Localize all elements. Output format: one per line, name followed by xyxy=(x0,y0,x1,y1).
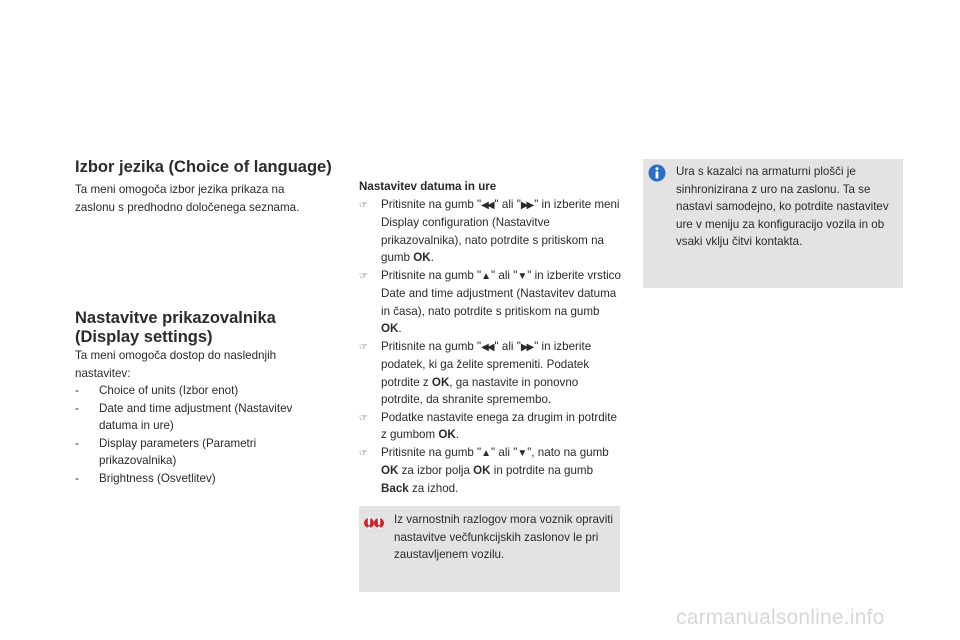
pointing-hand-icon: ☞ xyxy=(359,341,368,353)
list-item: - Choice of units (Izbor enot) xyxy=(75,382,315,400)
language-section-title: Izbor jezika (Choice of language) xyxy=(75,158,332,176)
warning-text: Iz varnostnih razlogov mora voznik opraviti nastavitve večfunkcijskih zaslonov le pri zaustavljenem vozilu. xyxy=(394,513,614,561)
step-item: ☞ Pritisnite na gumb "◀◀ " ali "▶▶ " in izberite meni Display configuration (Nastavitve prikazovalnika), nato potrdite s pritiskom na gumb OK. xyxy=(359,197,620,264)
forward-button-icon: ▶▶ xyxy=(520,199,533,211)
language-section-intro: Ta meni omogoča izbor jezika prikaza na zaslonu s predhodno določenega seznama. xyxy=(75,183,300,214)
pointing-hand-icon: ☞ xyxy=(359,412,368,424)
up-arrow-icon: ▲ xyxy=(481,447,490,459)
pointing-hand-icon: ☞ xyxy=(359,270,368,282)
warning-exclamation-icon xyxy=(364,513,384,533)
step-item: ☞ Pritisnite na gumb "◀◀ " ali "▶▶ " in izberite podatek, ki ga želite spremeniti. Podatek potrdite z OK, ga nastavite in ponovno potrdite, da shranite spremembo. xyxy=(359,339,592,406)
list-item: - Brightness (Osvetlitev) xyxy=(75,470,315,488)
pointing-hand-icon: ☞ xyxy=(359,447,368,459)
down-arrow-icon: ▼ xyxy=(517,270,526,282)
list-item: - Display parameters (Parametri prikazovalnika) xyxy=(75,435,315,470)
date-setting-steps xyxy=(359,196,621,498)
info-text: Ura s kazalci na armaturni plošči je sinhronizirana z uro na zaslonu. Ta se nastavi samodejno, ko potrdite nastavitev ure v meniju za konfiguracijo vozila in ob vsaki vklju čitvi kontakta. xyxy=(676,165,889,248)
watermark: carmanualsonline.info xyxy=(676,606,885,629)
step-item: ☞ Pritisnite na gumb "▲ " ali "▼ ", nato na gumb OK za izbor polja OK in potrdite na gumb Back za izhod. xyxy=(359,445,609,495)
rewind-button-icon: ◀◀ xyxy=(481,199,493,211)
up-arrow-icon: ▲ xyxy=(481,270,490,282)
pointing-hand-icon: ☞ xyxy=(359,199,368,211)
step-item: ☞ Pritisnite na gumb "▲ " ali "▼ " in izberite vrstico Date and time adjustment (Nastavitev datuma in časa), nato potrdite s pritiskom na gumb OK. xyxy=(359,268,621,335)
forward-button-icon: ▶▶ xyxy=(520,341,533,353)
rewind-button-icon: ◀◀ xyxy=(481,341,493,353)
list-item: - Date and time adjustment (Nastavitev datuma in ure) xyxy=(75,400,315,435)
step-item: ☞ Podatke nastavite enega za drugim in potrdite z gumbom OK. xyxy=(359,410,617,441)
display-section-body xyxy=(75,347,315,487)
display-section-title: Nastavitve prikazovalnika (Display settings) xyxy=(75,309,276,346)
down-arrow-icon: ▼ xyxy=(517,447,526,459)
date-setting-heading: Nastavitev datuma in ure xyxy=(359,180,497,193)
info-icon xyxy=(648,164,666,182)
date-setting-section xyxy=(359,178,621,497)
display-section-intro: Ta meni omogoča dostop do naslednjih nastavitev: xyxy=(75,349,277,380)
display-settings-list xyxy=(75,382,315,487)
